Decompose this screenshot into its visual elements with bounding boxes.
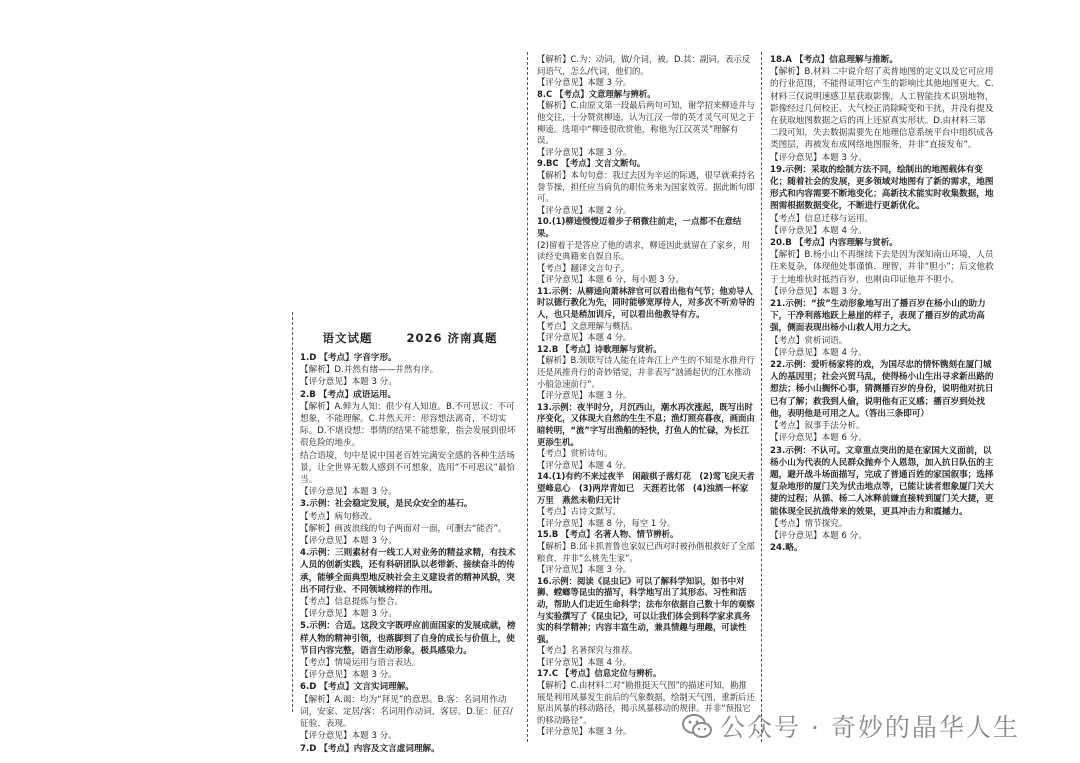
answer-line: 【考点】信息提炼与整合。 [300,597,404,608]
fold-line-middle [527,52,528,742]
answer-line: 【解析】A.谒：均为“拜见”的意思。B.客：名词用作动词，安家、定居/客：名词用作动词，客居。D.征：征召/征验、表现。 [300,694,513,730]
answer-line: 14.(1)有约不来过夜半 闲敲棋子落灯花 (2)莺飞戾天者 望峰息心 (3)两岸青如已 天涯若比邻 (4)浊酒一杯家万里 燕然未勒归无计 [537,471,764,505]
answer-line: 【评分意见】本题 3 分。 [537,77,632,88]
answer-line: 【评分意见】本题 3 分。 [537,564,632,575]
answer-line: 【考点】古诗文默写。 [537,506,621,517]
answer-line: 【评分意见】本题 3 分。 [300,670,397,681]
answer-line: 【评分意见】本题 3 分。 [537,146,632,157]
answer-line: 【评分意见】本题 6 分，每小题 3 分。 [537,274,684,285]
answer-line: 12.B 【考点】诗歌理解与赏析。 [537,343,662,354]
page-title: 语文试题 [322,331,373,345]
answer-line: 【评分意见】本题 6 分。 [770,530,867,541]
answer-line: 【解析】C.为：动词，做/介词，被。D.其：副词，表示反问语气，怎么/代词，他们的。 [537,54,751,76]
answer-line: 【解析】画波浪线的句子两面对一面，可删去“能否”。 [300,523,507,534]
answer-line: 【考点】情境运用与语言表达。 [300,658,421,669]
answer-line: 【评分意见】本题 3 分。 [770,286,867,297]
answer-line: 【解析】D.并然有绪——井然有序。 [300,365,439,376]
answer-line: 4.示例：三则素材有一线工人对业务的精益求精，有技术人员的创新实践，还有科研团队以老带新、接续奋斗的传承，能够全面典型地反映社会主义建设者的精神风貌，突出不同行业、不同领域榜样的作用。 [300,548,516,595]
answer-line: 【考点】情节探究。 [770,518,848,529]
answer-line: 【评分意见】本题 8 分，每空 1 分。 [537,517,676,528]
answer-line: 【考点】赏析词语。 [770,335,848,346]
page-subtitle: 2026 济南真题 [406,331,498,345]
answer-line: 【评分意见】本题 3 分。 [300,536,397,547]
answer-line: 17.C 【考点】信息定位与辨析。 [537,668,662,679]
wechat-icon [680,709,714,743]
watermark [680,706,1020,746]
answer-line: 【评分意见】本题 4 分。 [537,459,632,470]
answer-line: 6.D 【考点】文言实词理解。 [300,682,414,693]
answer-line: 【解析】B.杨小山不再继续下去是因为深知南山环境，人员往来复杂，体现他处事谨慎、理智，并非“胆小”；后文他救于土地堆伙时抵挡百岁，也刚由印证他并不胆小。 [770,250,994,285]
answer-column-3 [770,54,994,554]
answer-line: 13.示例：夜半时分，月沉西山，潮水再次涨起，既写出时序变化，又体现大自然的生生不息；渔灯照亮暮夜，画面由暗转明，“流”字写出渔船的轻快，打鱼人的忙碌，为长江更添生机。 [537,401,755,447]
answer-line: 23.示例：不认可。文章重点突出的是在家国大义面前，以杨小山为代表的人民群众抛弃个人恩怨，加入抗日队伍的主题，避开战斗场面描写，完成了普通百姓的家国叙事；选择复杂地形的厦门关为伏击地点等，已能让读者想象厦门关大捷的过程；从循、杨二人冰释前嫌直接转到厦门关大捷，更能体现全民抗战带来的效果，更具冲击力和震撼力。 [770,445,994,517]
answer-line: 【评分意见】本题 3 分。 [537,390,632,401]
answer-line: 3.示例：社会稳定发展，是民众安全的基石。 [300,499,473,510]
fold-line-left [292,312,293,712]
answer-line: 【考点】翻译文言句子。 [537,262,630,273]
answer-line: 5.示例：合适。这段文字既呼应前面国家的发展成就，榜样人物的精神引领，也落脚到了自身的成长与价值上，使节目内容完整，语言生动形象，极具感染力。 [300,621,516,656]
answer-line: 【评分意见】本题 3 分。 [537,726,632,737]
answer-line: 【评分意见】本题 4 分。 [537,332,632,343]
answer-line: 19.示例：采取的绘制方法不同，绘制出的地图载体有变化；随着社会的发展，更多领域对地图有了新的需求，地图形式和内容需要不断地变化；高新技术能实时收集数据，地图需根据数据变化，不断进行更新优化。 [770,164,994,212]
answer-column-2 [537,54,764,738]
answer-line: 9.BC 【考点】文言文断句。 [537,158,646,169]
fold-line-right [761,52,762,742]
answer-line: 【评分意见】本题 4 分。 [537,656,632,667]
answer-line: 【考点】病句修改。 [300,511,378,522]
answer-line: 【评分意见】本题 3 分。 [300,487,397,498]
answer-line: 【考点】叙事手法分析。 [770,421,865,432]
answer-line: 【解析】A.鲜为人知：很少有人知道。B.不可思议：不可想象，不能理解。C.井然天开：形容想法离奇，不切实际。D.不堪设想：事情的结果不能想象，指会发展到很坏很危险的地步。 [300,401,516,449]
answer-line: 18.A 【考点】信息理解与推断。 [770,55,898,65]
answer-line: 【考点】赏析诗句。 [537,448,613,459]
answer-line: 15.B 【考点】名著人物、情节辨析。 [537,529,679,540]
answer-line: 【评分意见】本题 3 分。 [300,609,397,620]
answer-line: 【解析】本句句意：我过去因为辛运的际遇，很早就乘持名誉节操，担任应当肩负的职位务来为国家效劳。据此断句即可。 [537,169,755,204]
answer-line: 【考点】信息迁移与运用。 [770,213,874,224]
answer-line: 1.D 【考点】字音字形。 [300,353,397,363]
answer-line: 【解析】B.邱卡抓普鲁也家奴已西对时被孙偕根救好了全部粮食，并非“么桃先生家”。 [537,540,755,563]
answer-line: 【评分意见】本题 3 分。 [770,152,867,163]
answer-line: 16.示例：阅读《昆虫记》可以了解科学知识，如书中对狮、螳螂等昆虫的描写，科学地写出了其形态、习性和活动，帮助人们走近生命科学；法布尔依据自己数十年的观察与实验撰写了《昆虫记》，可以让我们体会到科学家求真务实的科学精神；内容丰富生动，兼具情趣与理趣，可读性强。 [537,575,755,644]
answer-line: 【考点】文意理解与概括。 [537,320,638,331]
page-header [300,330,520,346]
answer-line: 【评分意见】本题 3 分。 [300,731,397,742]
answer-line: 【评分意见】本题 2 分。 [537,204,632,215]
answer-line: 【评分意见】本题 4 分。 [770,347,867,358]
answer-line: 【考点】名著探究与推荐。 [537,645,638,656]
answer-line: 结合语境，句中是说中国老百姓完满安全感的各种生活场景，让全世界无数人感到不可想象，选用“不可思议”最恰当。 [300,450,516,486]
answer-line: 【解析】C.由原文第一段最后两句可知，谢学招来柳逵并与他交往，十分赞赏柳逵，认为江汉一带的英才灵气可见之于柳逵。选项中“柳逵很欣赏他，称他为江汉英灵”理解有误。 [537,100,755,146]
answer-line: 【评分意见】本题 6 分。 [770,433,867,444]
answer-line: 8.C 【考点】文意理解与辨析。 [537,88,656,99]
answer-line: 22.示例：爱听杨家将的戏，为国尽忠的情怀镌刻在厦门城人的基因里；社会兴贸马乱，使得杨小山生出寻求新出路的想法；杨小山搁怀心事，猜测播百岁的身份，说明他对抗日已有了解；救我到人偷，说明他有正义感；播百岁到处找他，表明他是可用之人。（答出三条即可） [770,360,994,419]
watermark-text: 公众号 · 奇妙的晶华人生 [720,713,1020,742]
answer-line: 24.略。 [770,543,803,554]
answer-line: 10.(1)柳逵慢慢迈着步子稍微往前走，一点都不在意结果。 [537,216,742,238]
answer-line: 【解析】B.领联写诗人能在诗奔江上产生的不知是水推舟行还是风推舟行的奇妙错觉，并非表写“汹涌起伏的江水推动小船急速前行”。 [537,355,755,389]
answer-line: 21.示例：“拔”生动形象地写出了播百岁在杨小山的助力下，干净利落地跃上悬崖的样子，表现了播百岁的武功高强，侧面表现出杨小山救人用力之大。 [770,299,986,334]
answer-line: (2)留着于是答应了他的请求，柳逵因此就留在了家乡，用读经史典籍来自娱自乐。 [537,239,750,262]
answer-line: 【评分意见】本题 3 分。 [300,377,397,388]
answer-line: 20.B 【考点】内容理解与赏析。 [770,238,898,249]
answer-line: 11.示例：从柳逵向萧林辞官可以看出他有气节；他劝导人时以德行教化为先，同时能够宽厚待人，对多次不听劝导的人，也只是稍加训斥，可以看出他教导有方。 [537,285,755,320]
answer-line: 7.D 【考点】内容及文言虚词理解。 [300,743,440,754]
answer-line: 2.B 【考点】成语运用。 [300,389,397,400]
answer-line: 【解析】C.由材料二对“勘推挺天气图”的描述可知，勘推展是利用风暴发生前后的气象数据，绘制天气图，重新后还原出风暴的移动路径，揭示风暴移动的规律。并非“预报它的移动路径”。 [537,680,755,725]
answer-line: 【解析】B.材料二中说介绍了卖普地图的定义以及它可应用的行业范围，不能得证明它产生的影响比其他地图更大。C.材料三仅说明速感卫星获取影像，人工智能技术识别地物，影像经过几何校正、大气校正消除畸变和干扰，并没有提及在获取地图数据之后的再上还原真实形状。D.由材料三第二段可知，失去数据需要先在地理信息系统平台中组织成各类图层，再被发布成网络地图服务，并非“直接发布”。 [770,67,994,151]
answer-line: 【评分意见】本题 4 分。 [770,225,867,236]
